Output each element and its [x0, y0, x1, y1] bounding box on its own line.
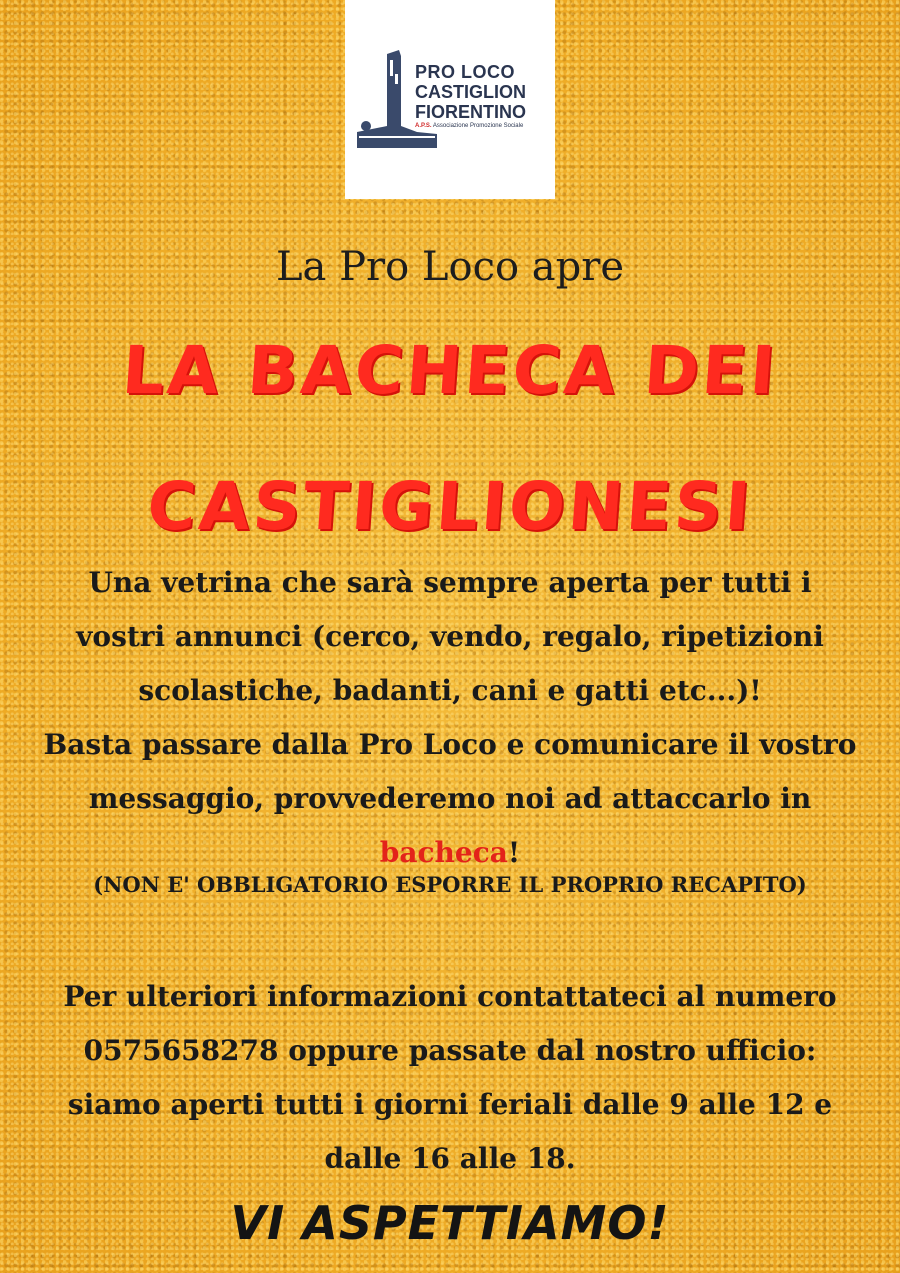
contact-line: siamo aperti tutti i giorni feriali dalle 9 alle 12 e: [67, 1088, 833, 1121]
logo-line-1: PRO LOCO: [415, 62, 516, 82]
closing-text: VI ASPETTIAMO!: [230, 1196, 670, 1250]
body-line: vostri annunci (cerco, vendo, regalo, ripetizioni: [76, 620, 824, 653]
logo-aps-abbr: A.P.S.: [415, 123, 432, 129]
body-line: Basta passare dalla Pro Loco e comunicare il vostro: [43, 728, 857, 761]
body-paragraph: [0, 556, 900, 880]
contact-line: dalle 16 alle 18.: [324, 1142, 576, 1175]
logo-text: [415, 62, 526, 131]
body-line: messaggio, provvederemo noi ad attaccarlo in: [88, 782, 812, 815]
body-line: scolastiche, badanti, cani e gatti etc...)!: [138, 674, 762, 707]
headline-line-1: LA BACHECA DEI: [119, 332, 781, 409]
intro-heading: La Pro Loco apre: [275, 244, 625, 290]
highlight-word: bacheca: [379, 836, 508, 869]
logo-line-3: FIORENTINO: [415, 102, 526, 122]
body-line: Una vetrina che sarà sempre aperta per tutti i: [88, 566, 812, 599]
logo-aps-full: Associazione Promozione Sociale: [432, 123, 524, 129]
notice-text: (NON E' OBBLIGATORIO ESPORRE IL PROPRIO RECAPITO): [93, 872, 807, 897]
logo-box: [345, 0, 555, 199]
contact-line: 0575658278 oppure passate dal nostro ufficio:: [83, 1034, 817, 1067]
body-line-end: !: [507, 836, 521, 869]
headline-line-2: CASTIGLIONESI: [144, 468, 756, 545]
logo-line-2: CASTIGLION: [415, 82, 526, 102]
contact-line: Per ulteriori informazioni contattateci al numero: [63, 980, 837, 1013]
logo-aps: [415, 122, 526, 131]
contact-paragraph: [0, 970, 900, 1186]
